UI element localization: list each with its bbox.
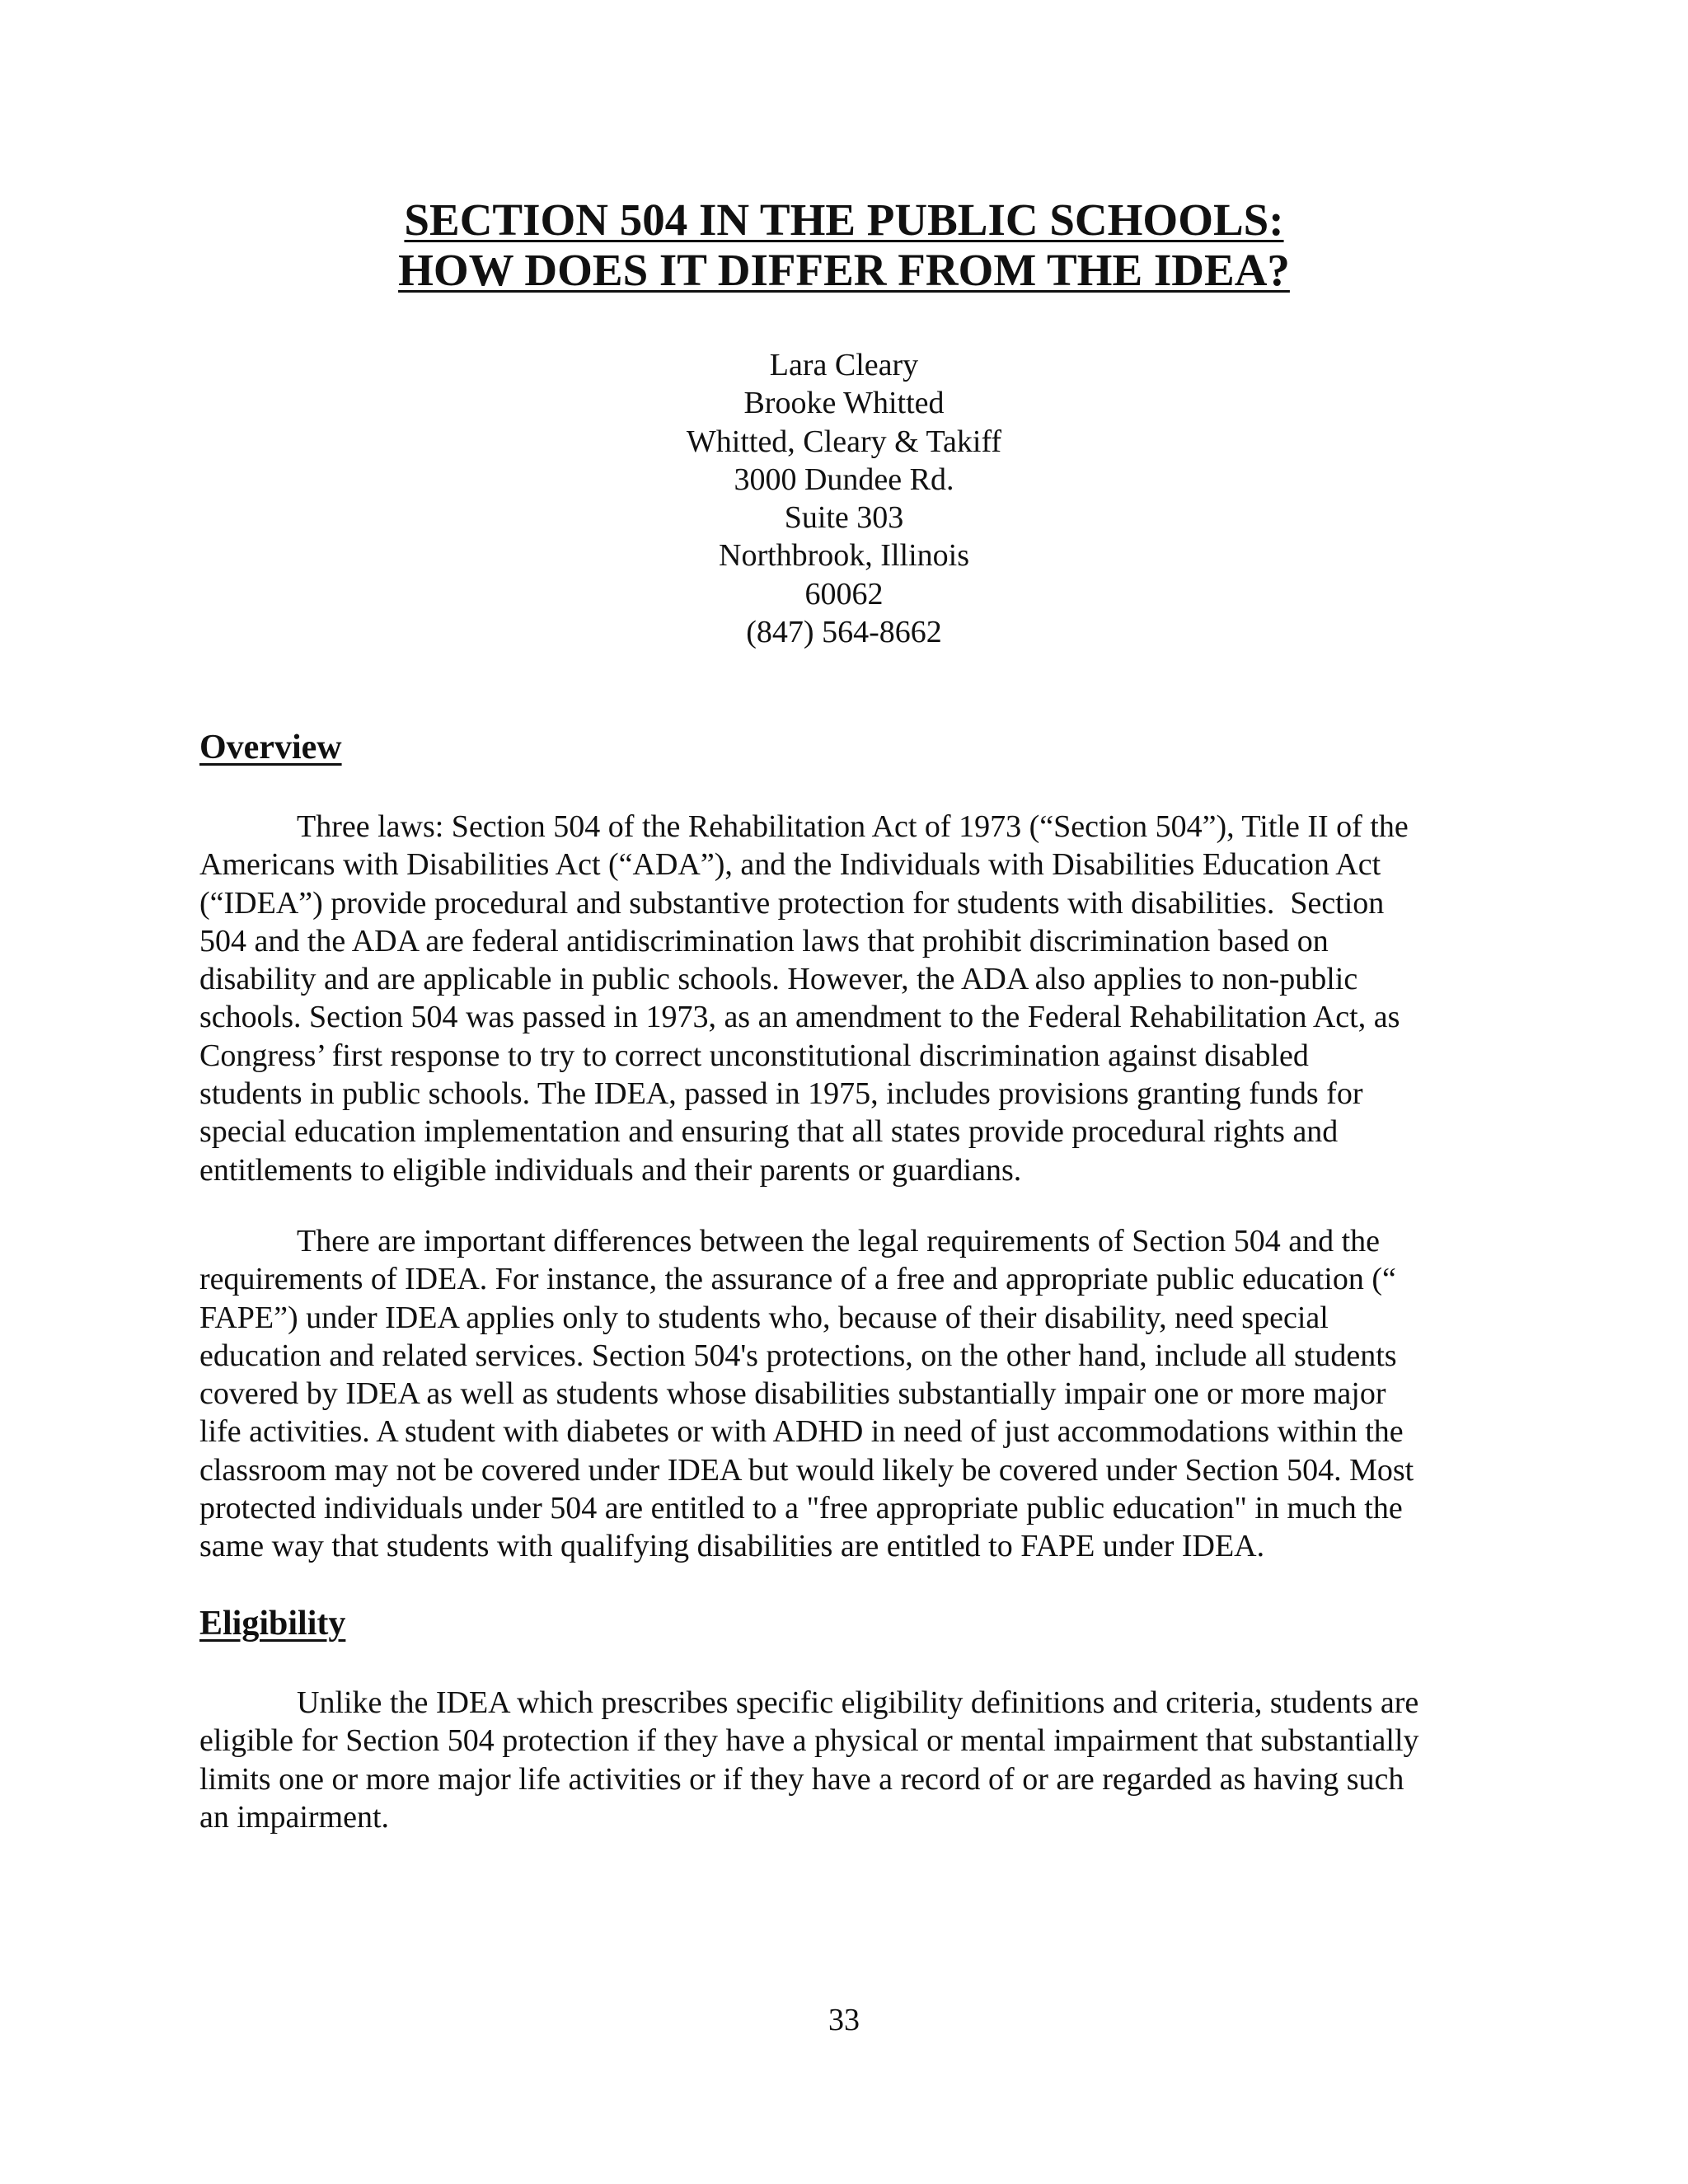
city-state: Northbrook, Illinois	[719, 538, 969, 574]
author-name: Brooke Whitted	[743, 386, 945, 421]
text-line: limits one or more major life activities or if they have a record of or are regarded as having such	[199, 1761, 1404, 1797]
text-line: protected individuals under 504 are entitled to a "free appropriate public education" in much the	[199, 1491, 1403, 1526]
text-line: students in public schools. The IDEA, passed in 1975, includes provisions granting funds for	[199, 1076, 1363, 1112]
overview-paragraph-1	[199, 808, 1493, 1189]
overview-paragraph-2	[199, 1222, 1493, 1566]
firm-name: Whitted, Cleary & Takiff	[686, 424, 1002, 459]
text-line: Americans with Disabilities Act (“ADA”), and the Individuals with Disabilities Education Act	[199, 847, 1381, 883]
text-line: Three laws: Section 504 of the Rehabilitation Act of 1973 (“Section 504”), Title II of the	[297, 809, 1409, 844]
document-title	[0, 194, 1688, 295]
text-line: classroom may not be covered under IDEA but would likely be covered under Section 504. Most	[199, 1452, 1414, 1488]
zip-code: 60062	[804, 576, 884, 612]
section-heading-eligibility: Eligibility	[199, 1605, 346, 1643]
text-line: special education implementation and ensuring that all states provide procedural rights and	[199, 1114, 1339, 1150]
text-line: entitlements to eligible individuals and their parents or guardians.	[199, 1152, 1022, 1188]
text-line: requirements of IDEA. For instance, the assurance of a free and appropriate public education (“	[199, 1262, 1396, 1297]
text-line: life activities. A student with diabetes or with ADHD in need of just accommodations within the	[199, 1414, 1404, 1450]
text-line: Congress’ first response to try to correct unconstitutional discrimination against disabled	[199, 1038, 1309, 1073]
text-line: schools. Section 504 was passed in 1973, as an amendment to the Federal Rehabilitation Act, as	[199, 1000, 1400, 1035]
text-line: education and related services. Section 504's protections, on the other hand, include all students	[199, 1338, 1397, 1373]
text-line: Unlike the IDEA which prescribes specific eligibility definitions and criteria, students are	[297, 1685, 1419, 1720]
suite: Suite 303	[784, 500, 904, 536]
text-line: 504 and the ADA are federal antidiscrimination laws that prohibit discrimination based on	[199, 923, 1329, 958]
title-line-1: SECTION 504 IN THE PUBLIC SCHOOLS:	[404, 194, 1284, 245]
phone-number: (847) 564-8662	[746, 615, 942, 650]
author-block	[0, 346, 1688, 651]
street-address: 3000 Dundee Rd.	[734, 462, 954, 497]
eligibility-paragraph-1	[199, 1684, 1493, 1836]
author-name: Lara Cleary	[769, 348, 919, 382]
text-line: There are important differences between the legal requirements of Section 504 and the	[297, 1224, 1380, 1258]
page-number: 33	[828, 2003, 860, 2037]
title-line-2: HOW DOES IT DIFFER FROM THE IDEA?	[398, 245, 1290, 295]
text-line: eligible for Section 504 protection if they have a physical or mental impairment that substantially	[199, 1723, 1419, 1759]
text-line: disability and are applicable in public schools. However, the ADA also applies to non-public	[199, 962, 1358, 997]
text-line: FAPE”) under IDEA applies only to students who, because of their disability, need special	[199, 1300, 1329, 1335]
section-heading-overview: Overview	[199, 729, 342, 766]
text-line: covered by IDEA as well as students whose disabilities substantially impair one or more major	[199, 1376, 1386, 1412]
text-line: (“IDEA”) provide procedural and substantive protection for students with disabilities. Section	[199, 885, 1385, 921]
text-line: an impairment.	[199, 1799, 390, 1835]
text-line: same way that students with qualifying disabilities are entitled to FAPE under IDEA.	[199, 1529, 1265, 1564]
